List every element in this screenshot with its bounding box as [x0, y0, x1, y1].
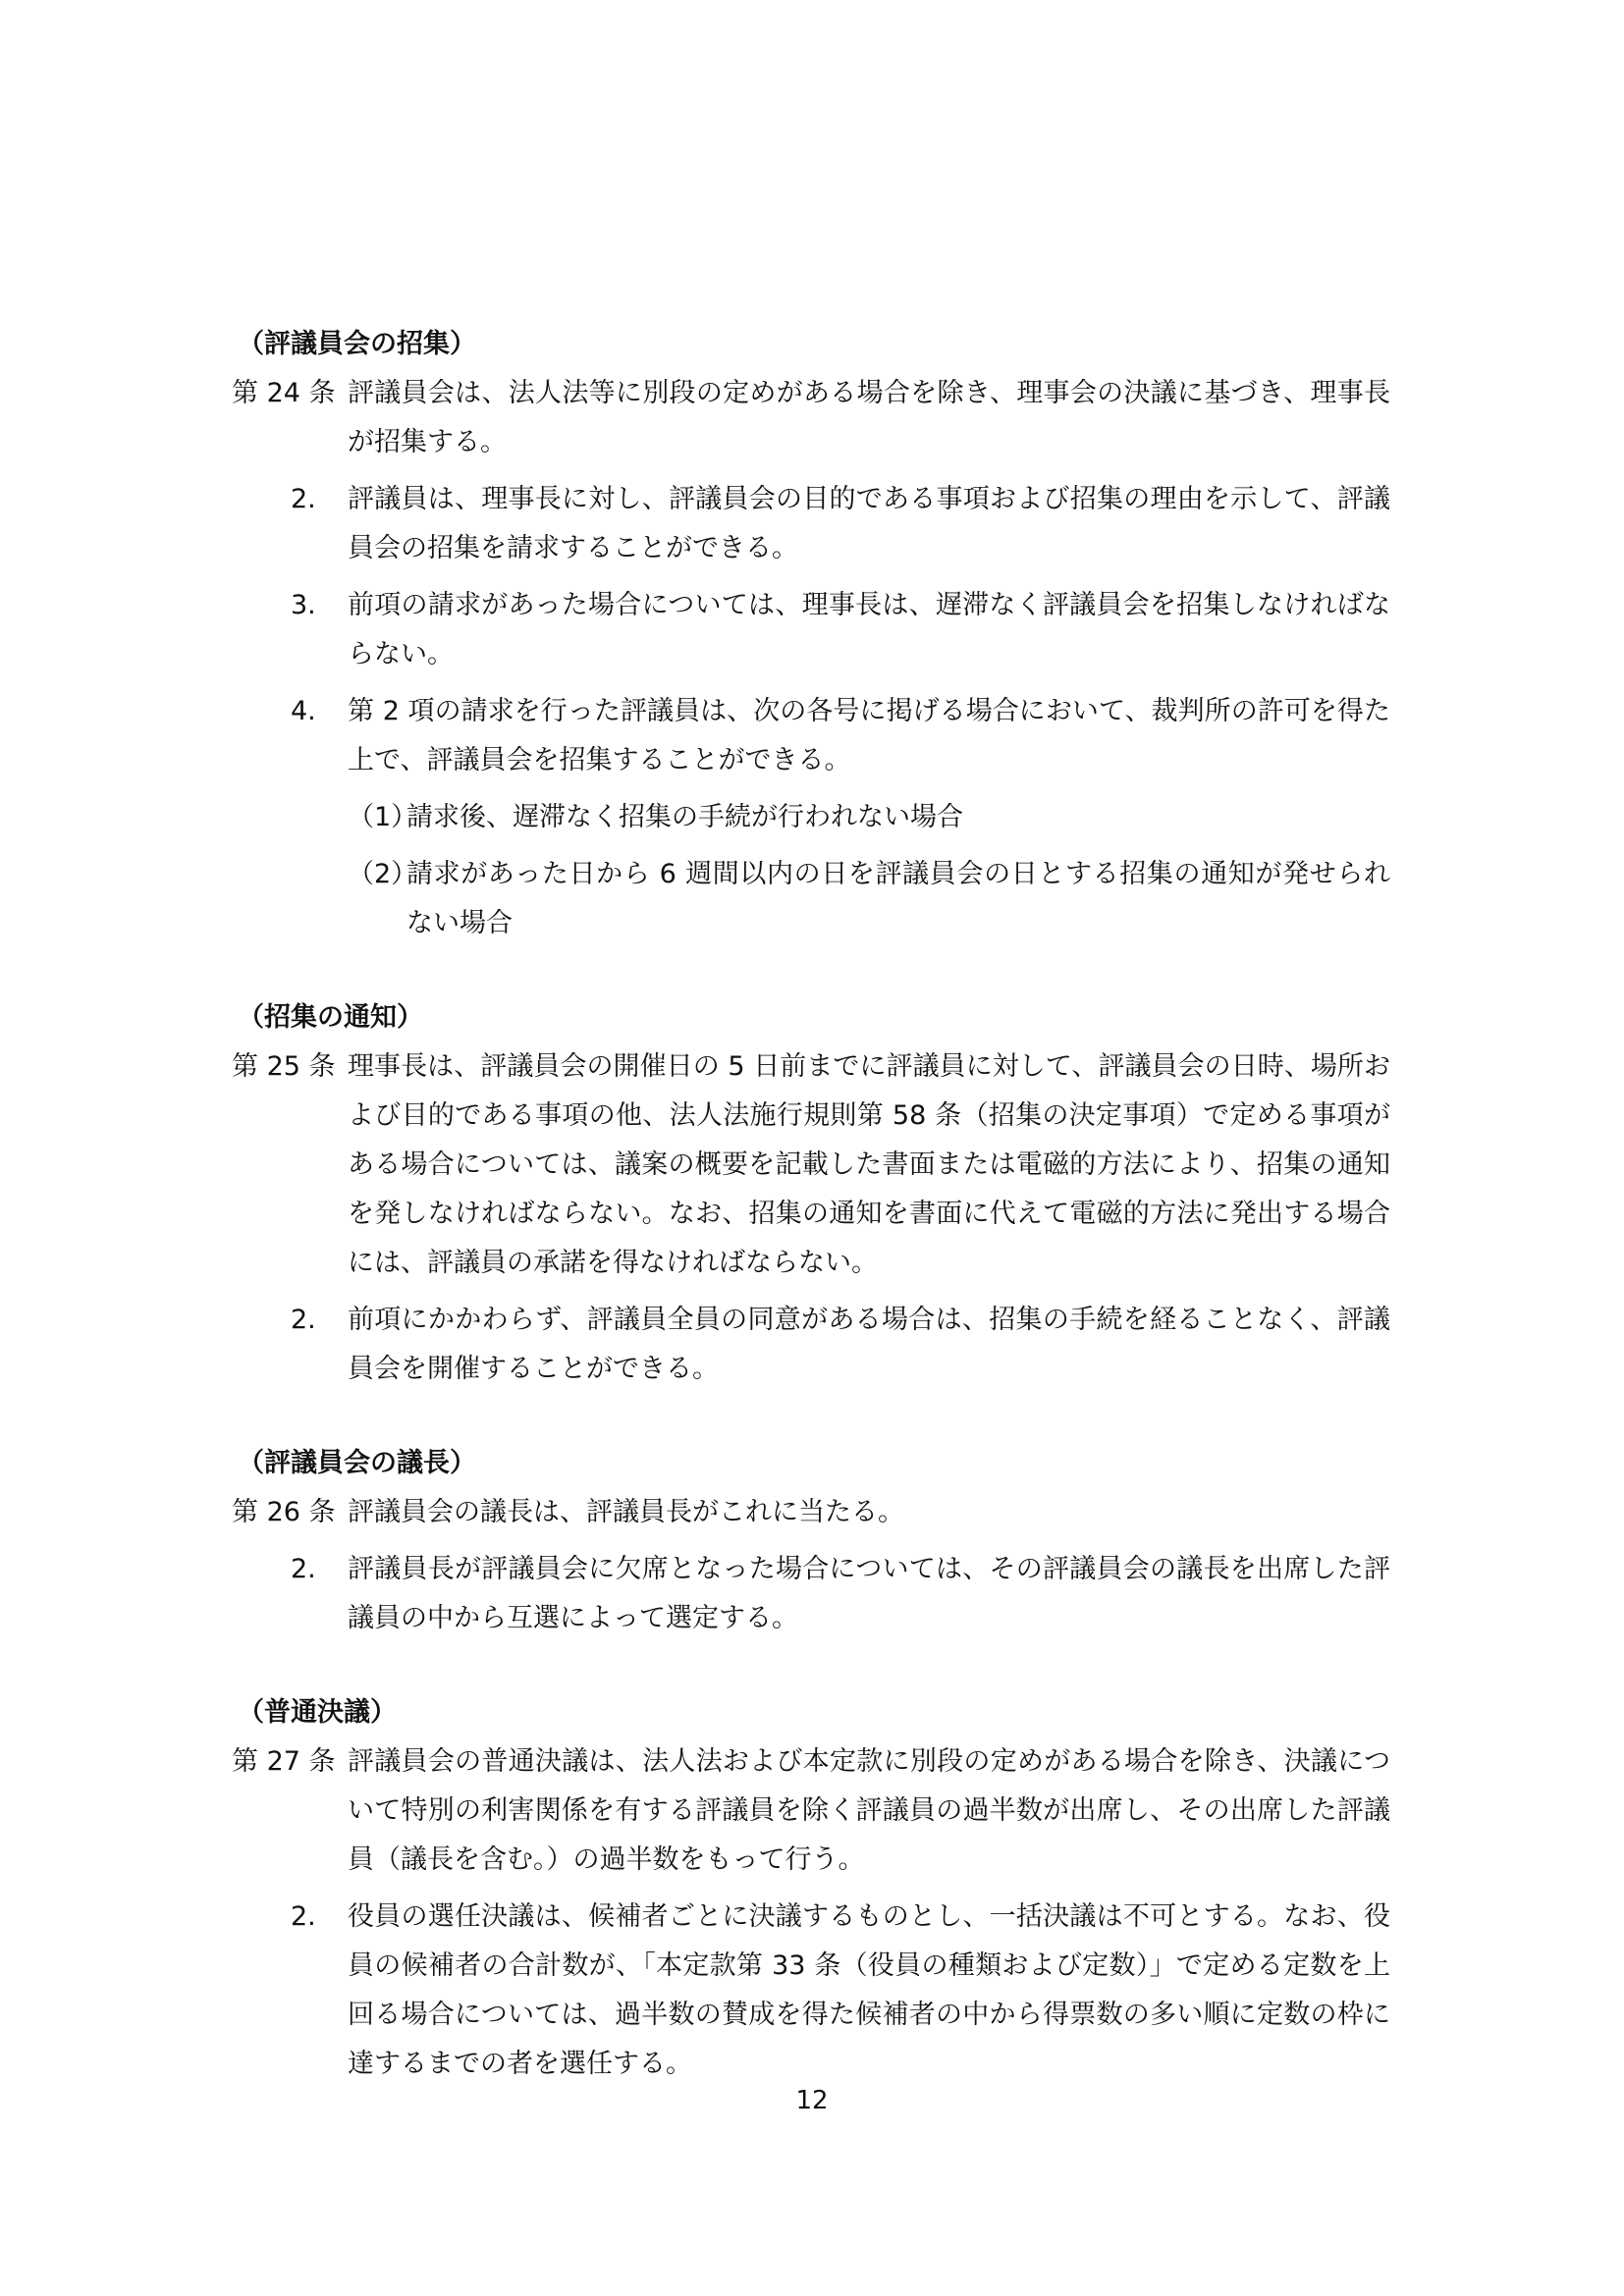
article-24: [232, 369, 1410, 467]
paragraph-number: 4.: [291, 696, 316, 726]
paragraph-number: 3.: [291, 590, 316, 620]
article-text: 評議員会は、法人法等に別段の定めがある場合を除き、理事会の決議に基づき、理事長が招集する。: [348, 378, 1390, 457]
article-label: 第 27 条: [232, 1746, 336, 1777]
article-label: 第 24 条: [232, 378, 336, 408]
article-text: 評議員会の普通決議は、法人法および本定款に別段の定めがある場合を除き、決議について特別の利害関係を有する評議員を除く評議員の過半数が出席し、その出席した評議員（議長を含む。）の過半数をもって行う。: [348, 1746, 1390, 1875]
item-number: （2）: [348, 859, 418, 889]
paragraph-text: 評議員は、理事長に対し、評議員会の目的である事項および招集の理由を示して、評議員会の招集を請求することができる。: [348, 484, 1390, 563]
paragraph-text: 役員の選任決議は、候補者ごとに決議するものとし、一括決議は不可とする。なお、役員の候補者の合計数が、「本定款第 33 条（役員の種類および定数）」で定める定数を上回る場合については、過半数の賛成を得た候補者の中から得票数の多い順に定数の枠に達するまでの者を選任する。: [348, 1901, 1390, 2079]
article-text: 理事長は、評議員会の開催日の 5 日前までに評議員に対して、評議員会の日時、場所および目的である事項の他、法人法施行規則第 58 条（招集の決定事項）で定める事項がある場合については、議案の概要を記載した書面または電磁的方法により、招集の通知を発しなければならない。なお、招集の通知を書面に代えて電磁的方法に発出する場合には、評議員の承諾を得なければならない。: [348, 1051, 1390, 1278]
paragraph: [232, 687, 1410, 785]
article-label: 第 26 条: [232, 1497, 336, 1527]
paragraph: [232, 475, 1410, 573]
section-article-25: [232, 993, 1410, 1394]
article-text: 評議員会の議長は、評議員長がこれに当たる。: [348, 1497, 904, 1527]
article-25: [232, 1042, 1410, 1288]
section-article-24: [232, 320, 1410, 948]
paragraph-text: 評議員長が評議員会に欠席となった場合については、その評議員会の議長を出席した評議員の中から互選によって選定する。: [348, 1554, 1390, 1633]
paragraph: [232, 1545, 1410, 1643]
paragraph-number: 2.: [291, 1305, 316, 1335]
section-heading: （評議員会の議長）: [238, 1448, 476, 1478]
paragraph-number: 2.: [291, 1554, 316, 1584]
section-article-27: [232, 1688, 1410, 2089]
section-heading: （普通決議）: [238, 1697, 397, 1728]
paragraph: [232, 1893, 1410, 2089]
section-article-26: [232, 1439, 1410, 1643]
article-27: [232, 1737, 1410, 1885]
paragraph-text: 前項にかかわらず、評議員全員の同意がある場合は、招集の手続を経ることなく、評議員会を開催することができる。: [348, 1305, 1390, 1384]
paragraph: [232, 581, 1410, 679]
section-heading: （招集の通知）: [238, 1002, 423, 1033]
article-label: 第 25 条: [232, 1051, 336, 1082]
list-item: [232, 850, 1410, 948]
item-number: （1）: [348, 802, 418, 832]
paragraph-number: 2.: [291, 484, 316, 514]
paragraph-text: 第 2 項の請求を行った評議員は、次の各号に掲げる場合において、裁判所の許可を得た上で、評議員会を招集することができる。: [348, 696, 1390, 775]
section-heading: （評議員会の招集）: [238, 329, 476, 359]
item-text: 請求後、遅滞なく招集の手続が行われない場合: [406, 802, 963, 832]
page-number: 12: [795, 2086, 829, 2115]
document-body: [232, 320, 1410, 2089]
article-26: [232, 1488, 1410, 1537]
paragraph-number: 2.: [291, 1901, 316, 1932]
paragraph: [232, 1296, 1410, 1394]
paragraph-text: 前項の請求があった場合については、理事長は、遅滞なく評議員会を招集しなければならない。: [348, 590, 1390, 669]
list-item: [232, 793, 1410, 842]
item-text: 請求があった日から 6 週間以内の日を評議員会の日とする招集の通知が発せられない場合: [406, 859, 1390, 938]
